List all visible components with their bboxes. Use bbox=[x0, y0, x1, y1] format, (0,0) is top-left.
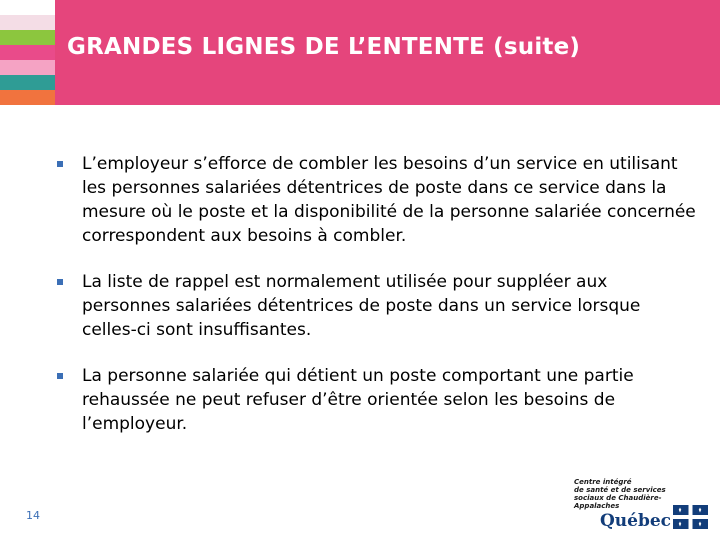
stripe-4 bbox=[0, 45, 55, 60]
bullet-text: La personne salariée qui détient un poste comportant une partie rehaussée ne peut refuser d’être orientée selon les besoins de l’employeur. bbox=[82, 366, 634, 434]
bullet-item bbox=[57, 270, 697, 342]
stripe-1 bbox=[0, 0, 55, 15]
page-title: GRANDES LIGNES DE L’ENTENTE (suite) bbox=[67, 34, 581, 60]
bullet-text: L’employeur s’efforce de combler les besoins d’un service en utilisant les personnes salariées détentrices de poste dans ce service dans la mesure où le poste et la disponibilité de la personne salariée concernée correspondent aux besoins à combler. bbox=[82, 154, 696, 246]
stripe-6 bbox=[0, 75, 55, 90]
bullet-item bbox=[57, 152, 697, 248]
cisss-logo bbox=[570, 475, 710, 533]
page-number: 14 bbox=[26, 509, 40, 522]
square-bullet-icon bbox=[57, 373, 63, 379]
stripe-3 bbox=[0, 30, 55, 45]
stripe-5 bbox=[0, 60, 55, 75]
square-bullet-icon bbox=[57, 279, 63, 285]
bullet-list bbox=[57, 152, 697, 436]
quebec-flag-icon bbox=[673, 505, 708, 529]
bullet-item bbox=[57, 364, 697, 436]
bullet-text: La liste de rappel est normalement utilisée pour suppléer aux personnes salariées détentrices de poste dans un service lorsque celles-ci sont insuffisantes. bbox=[82, 272, 641, 340]
title-banner bbox=[55, 0, 720, 105]
logo-organization-name: Centre intégré de santé et de services sociaux de Chaudière- Appalaches bbox=[574, 478, 666, 510]
stripe-2 bbox=[0, 15, 55, 30]
square-bullet-icon bbox=[57, 161, 63, 167]
quebec-wordmark: Québec bbox=[600, 511, 672, 531]
side-color-stripes bbox=[0, 0, 55, 105]
stripe-7 bbox=[0, 90, 55, 105]
